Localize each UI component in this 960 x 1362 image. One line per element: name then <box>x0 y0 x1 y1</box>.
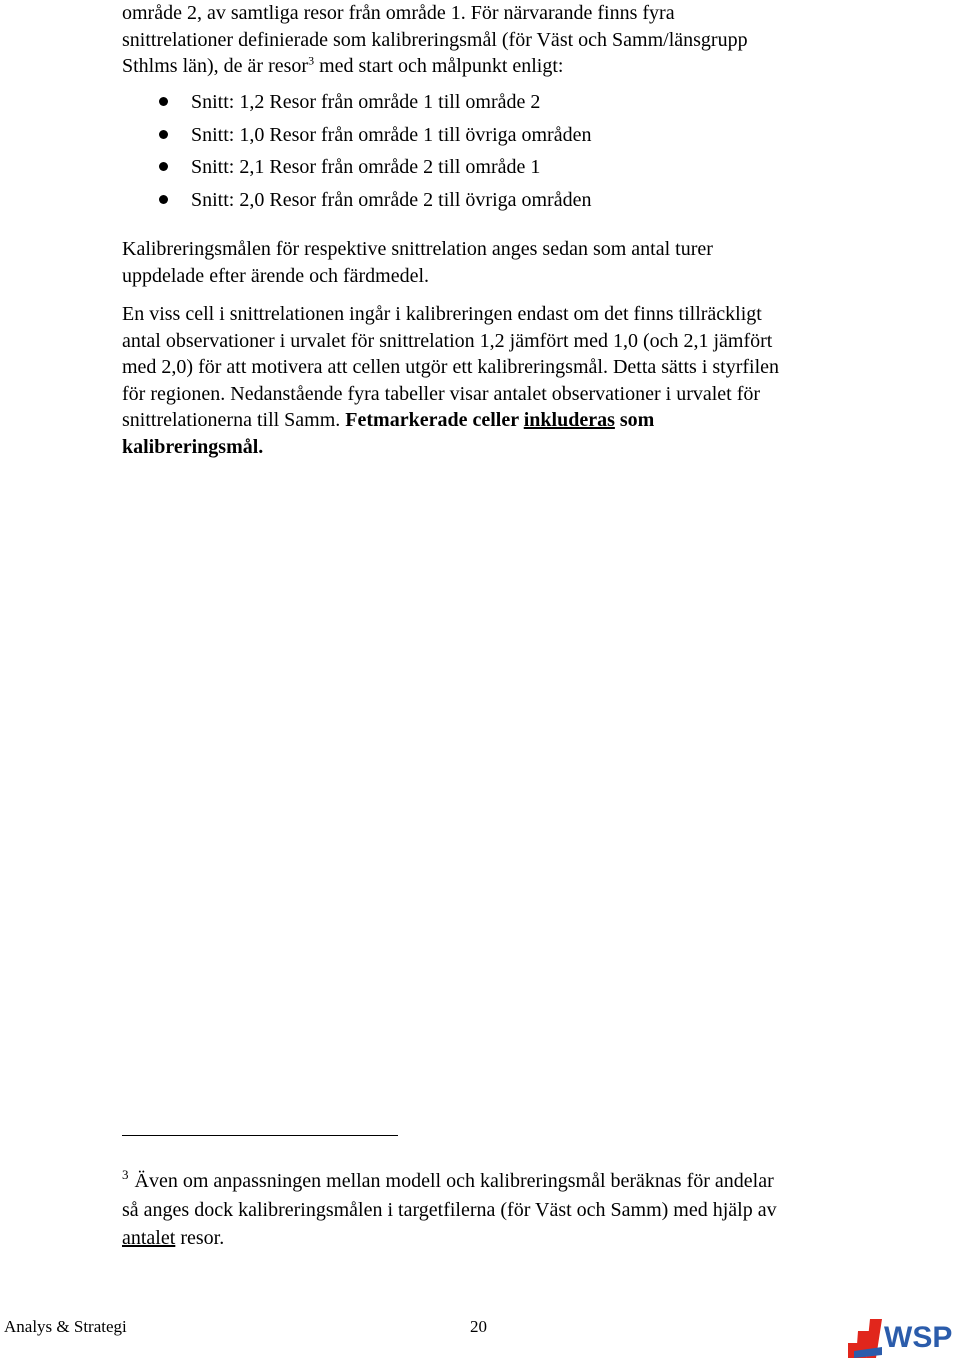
bold-underlined-text: inkluderas <box>523 409 615 431</box>
footnote-line: Även om anpassningen mellan modell och kalibreringsmål beräknas för andelar <box>134 1170 774 1192</box>
calibration-paragraph <box>122 236 882 289</box>
wsp-logo-icon <box>848 1313 960 1358</box>
bold-text: som <box>614 409 655 431</box>
list-item-text: Snitt: 2,1 Resor från område 2 till område 1 <box>191 156 541 178</box>
bold-text: Fetmarkerade celler <box>345 409 524 431</box>
list-item <box>0 187 960 220</box>
intro-line: med start och målpunkt enligt: <box>314 55 564 77</box>
intro-paragraph <box>122 0 882 80</box>
intro-line: område 2, av samtliga resor från område 1. För närvarande finns fyra <box>122 2 675 24</box>
list-item-text: Snitt: 1,2 Resor från område 1 till område 2 <box>191 91 541 113</box>
bold-text: kalibreringsmål. <box>122 435 264 458</box>
bullet-icon <box>159 97 168 106</box>
list-item <box>0 122 960 155</box>
list-item <box>0 154 960 187</box>
paragraph-line: för regionen. Nedanstående fyra tabeller visar antalet observationer i urvalet för <box>122 382 761 405</box>
intro-line: Sthlms län), de är resor <box>122 55 309 77</box>
list-item-text: Snitt: 1,0 Resor från område 1 till övriga områden <box>191 123 592 146</box>
footnote-reference[interactable]: 3 <box>308 53 315 68</box>
footnote-line: resor. <box>175 1227 225 1249</box>
footnote-separator <box>122 1135 398 1136</box>
bullet-icon <box>159 130 168 139</box>
list-item <box>0 89 960 122</box>
logo-text: WSP <box>884 1321 953 1354</box>
underlined-text: antalet <box>122 1227 176 1249</box>
footnote <box>122 1161 892 1253</box>
paragraph-line: med 2,0) för att motivera att cellen utgör ett kalibreringsmål. Detta sätts i styrfilen <box>122 356 780 378</box>
paragraph-line: Kalibreringsmålen för respektive snittrelation anges sedan som antal turer <box>122 238 713 260</box>
paragraph-line: snittrelationerna till Samm. <box>122 409 346 431</box>
list-item-text: Snitt: 2,0 Resor från område 2 till övriga områden <box>191 188 592 211</box>
snitt-list <box>0 89 960 219</box>
footnote-number: 3 <box>122 1167 129 1182</box>
bullet-icon <box>159 195 168 204</box>
intro-line: snittrelationer definierade som kalibreringsmål (för Väst och Samm/länsgrupp <box>122 28 748 51</box>
bullet-icon <box>159 162 168 171</box>
page-number: 20 <box>470 1317 487 1336</box>
paragraph-line: antal observationer i urvalet för snittrelation 1,2 jämfört med 1,0 (och 2,1 jämfört <box>122 329 773 352</box>
footnote-line: så anges dock kalibreringsmålen i targetfilerna (för Väst och Samm) med hjälp av <box>122 1198 777 1221</box>
paragraph-line: uppdelade efter ärende och färdmedel. <box>122 264 430 287</box>
paragraph-line: En viss cell i snittrelationen ingår i kalibreringen endast om det finns tillräckligt <box>122 303 762 325</box>
footer-company: Analys & Strategi <box>4 1317 127 1336</box>
cell-selection-paragraph <box>122 301 882 460</box>
